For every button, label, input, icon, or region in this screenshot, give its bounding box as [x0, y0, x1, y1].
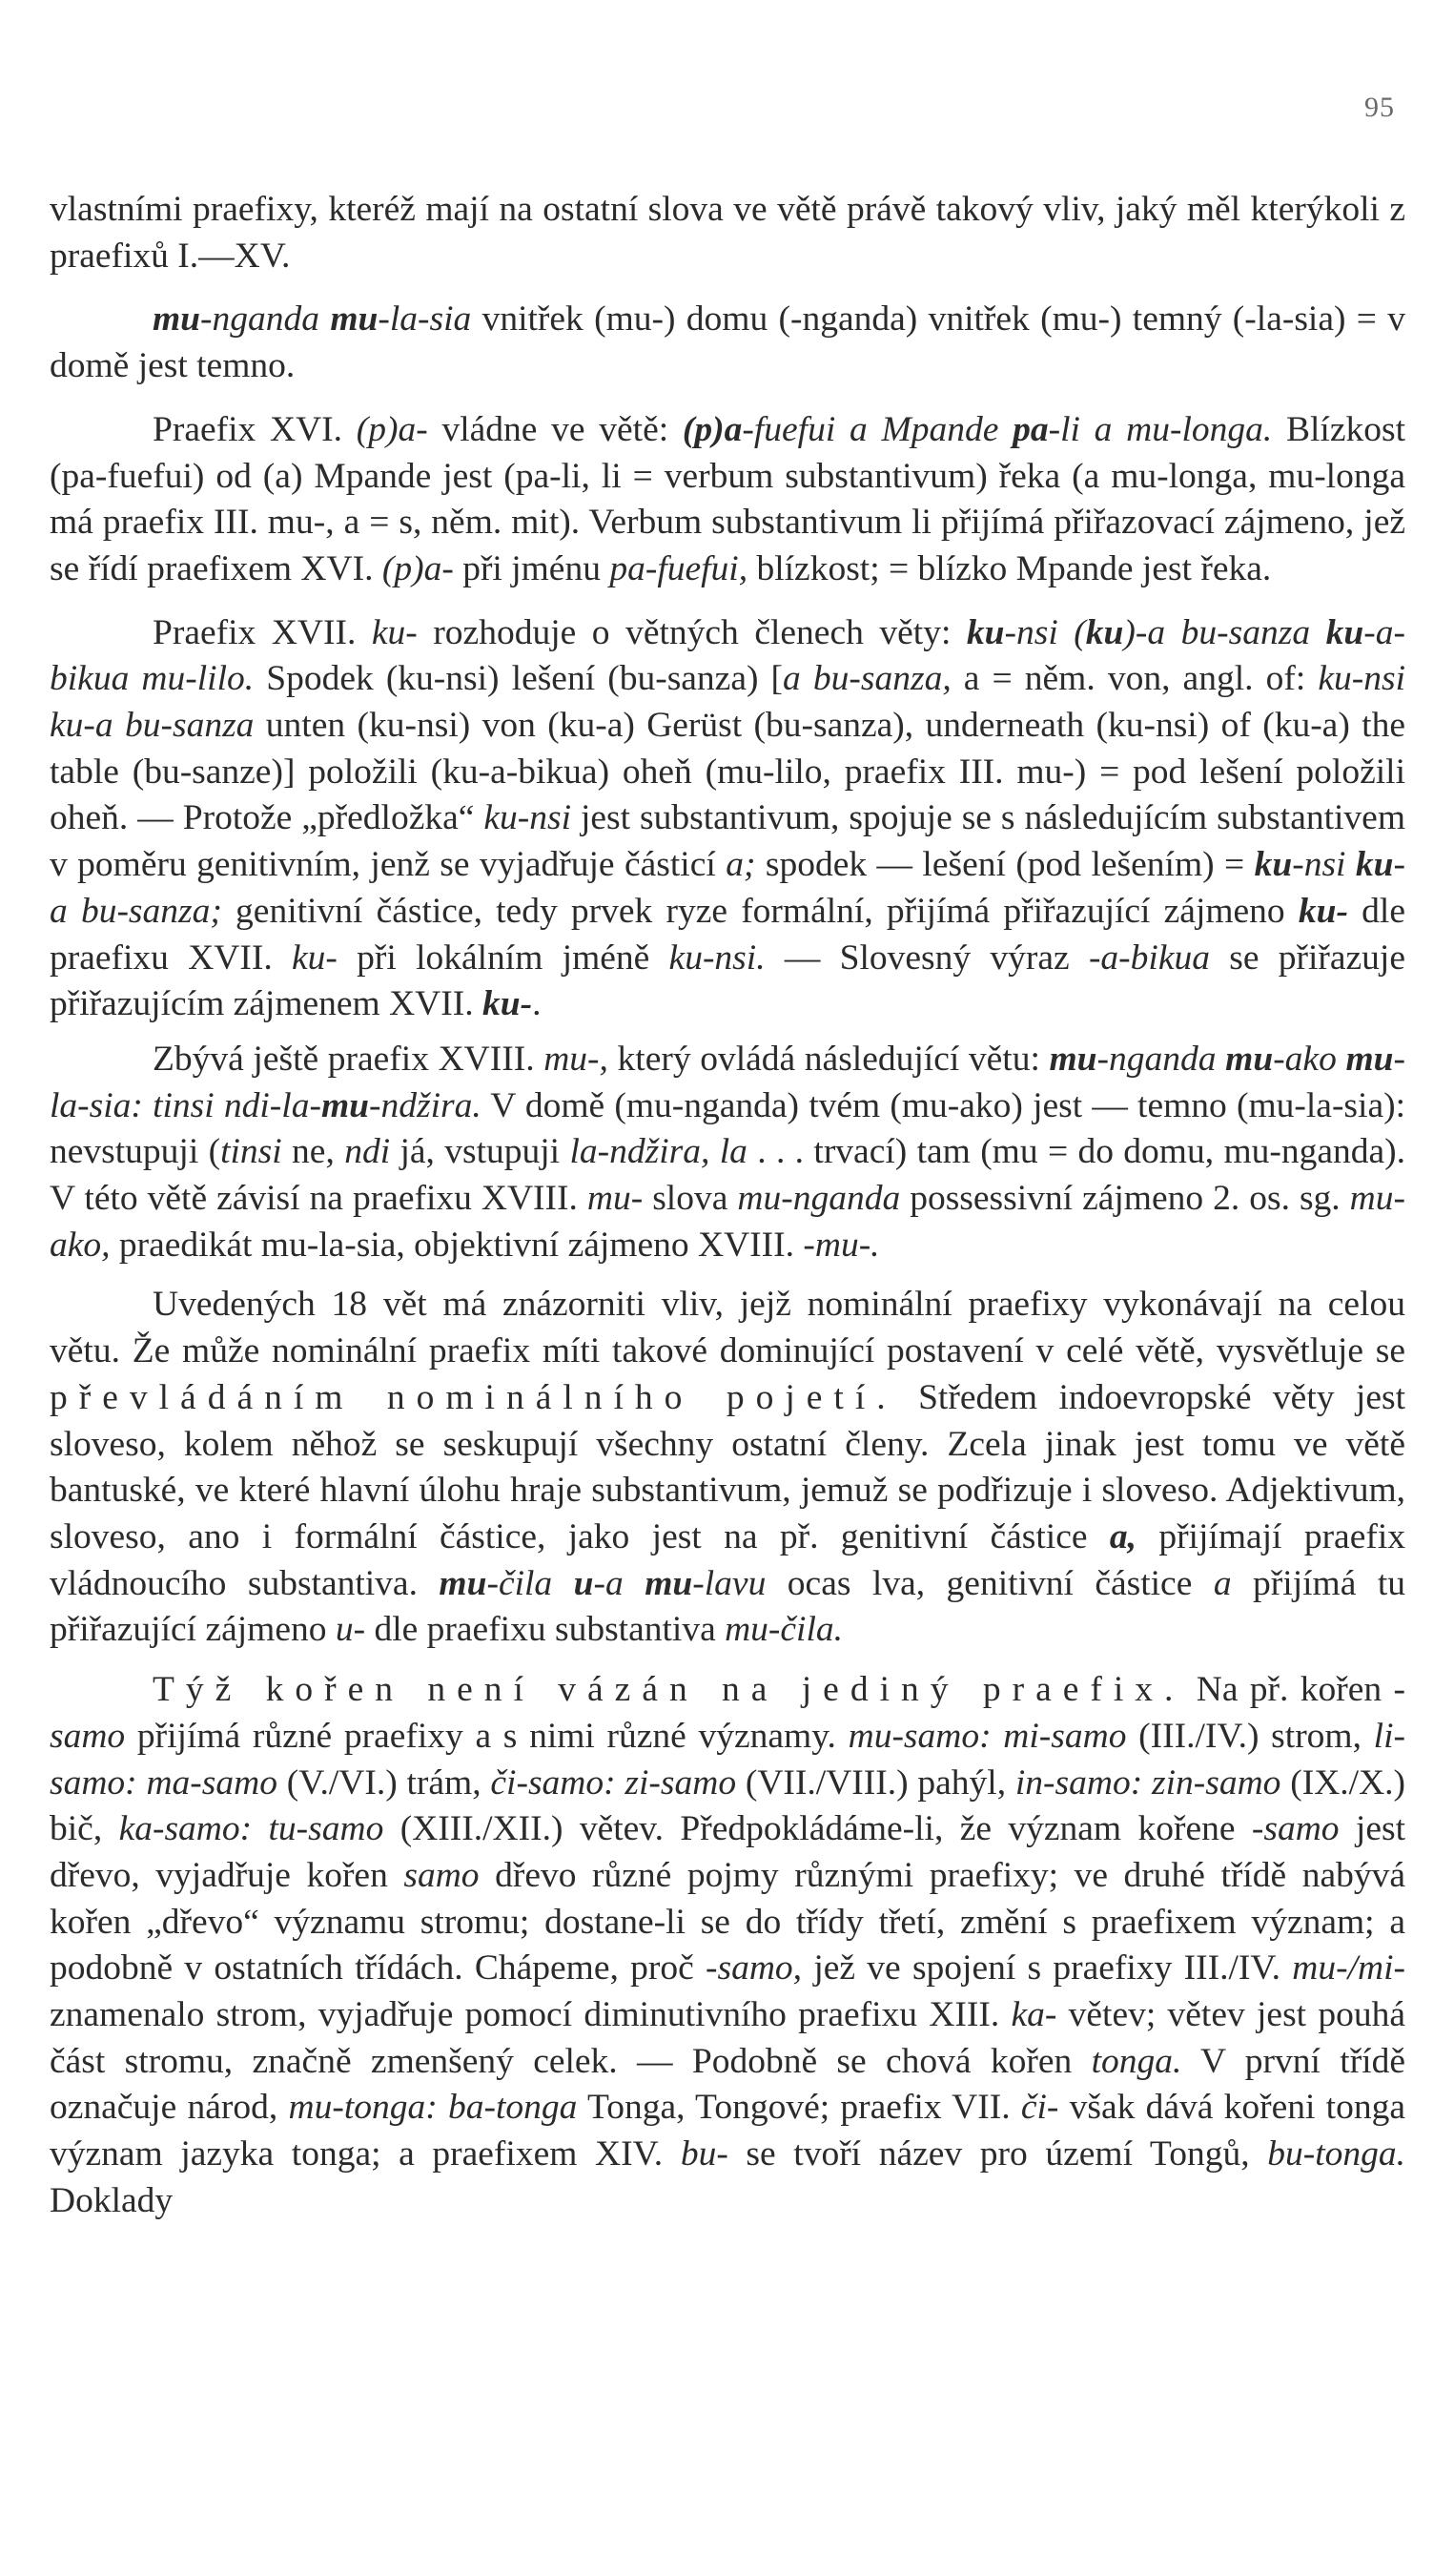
text-run: blízkost; = blízko Mpande jest řeka.: [747, 548, 1272, 588]
text-run: (XIII./XII.) větev. Předpokládáme-li, že význam kořene: [383, 1809, 1252, 1849]
text-run: větev; větev jest pouhá část stromu, značně zmenšený celek. — Podobně se chová kořen: [50, 1995, 1405, 2081]
text-run: ku-: [481, 984, 533, 1024]
text-run: spodek — lešení (pod lešením) =: [755, 845, 1255, 885]
text-run: — Slovesný výraz: [765, 938, 1089, 978]
text-run: já, vstupuji: [390, 1132, 570, 1172]
text-run: mu: [1049, 1039, 1097, 1079]
text-run: Tonga, Tongové; praefix VII.: [577, 2088, 1021, 2128]
text-run: possessivní zájmeno 2. os. sg.: [900, 1179, 1350, 1219]
text-run: mu: [153, 299, 201, 340]
text-run: praedikát mu-la-sia, objektivní zájmeno XVIII.: [110, 1225, 804, 1265]
text-run: který ovládá následující větu:: [607, 1039, 1050, 1079]
text-run: či-samo: zi-samo: [490, 1762, 737, 1803]
text-run: ndi: [344, 1132, 391, 1172]
text-run: -nganda: [1096, 1039, 1226, 1079]
text-run: -samo: [1251, 1809, 1340, 1849]
text-run: (VII./VIII.) pahýl,: [736, 1762, 1015, 1803]
text-run: -a bu-sanza;: [50, 845, 1405, 931]
text-run: (V./VI.) trám,: [276, 1762, 491, 1803]
text-run: a bu-sanza,: [783, 659, 952, 699]
text-run: (p)a: [682, 409, 743, 449]
text-run: -la-sia: tinsi ndi-la-: [50, 1039, 1405, 1125]
text-run: in-samo: zin-samo: [1014, 1762, 1281, 1803]
text-run: mu-/mi-: [1292, 1948, 1405, 1989]
text-run: la-ndžira, la: [569, 1132, 747, 1172]
text-run: mu: [320, 1085, 369, 1125]
text-run: a: [1213, 1563, 1232, 1603]
text-run: tonga.: [1091, 2041, 1182, 2081]
paragraph-continuation: [50, 187, 1405, 279]
text-run: tinsi: [220, 1132, 282, 1172]
text-run: ku: [1325, 612, 1364, 652]
text-run: Blízkost (pa-fuefui) od (a) Mpande jest (pa-li, li = verbum substantivum) řeka (a mu-longa, mu-longa má praefix III. mu-, a = s, něm. mit). Verbum substantivum li přijímá přiřazovací zájmeno, jež se řídí praefixem XVI.: [50, 409, 1405, 588]
text-run: však dává kořeni tonga význam jazyka tonga; a praefixem XIV.: [50, 2088, 1405, 2174]
text-run: dle praefixu substantiva: [365, 1610, 726, 1650]
text-run: ku-: [291, 938, 338, 978]
text-run: u-: [335, 1610, 366, 1650]
text-run: přijímají praefix vládnoucího substantiva.: [50, 1516, 1406, 1603]
text-run: )-a bu-sanza: [1123, 612, 1326, 652]
text-run: -li a mu-longa.: [1048, 409, 1273, 449]
text-run: Zbývá ještě praefix XVIII.: [153, 1039, 544, 1079]
paragraph-example-inside-house: [50, 297, 1405, 389]
text-run: Uvedených 18 vět má znázorniti vliv, jejž nominální praefixy vykonávají na celou větu. Že může nominální praefix míti takové dominující postavení v celé větě, vysvětluje se: [50, 1285, 1405, 1371]
paragraph-praefix-xvi: [50, 407, 1405, 593]
text-run: Praefix XVII.: [153, 612, 372, 652]
text-run: -a-bikua: [1088, 938, 1210, 978]
text-run: ku-nsi: [483, 798, 572, 838]
text-run: při lokálním jméně: [337, 938, 669, 978]
text-run: mu: [1345, 1039, 1394, 1079]
text-run: a;: [726, 845, 756, 885]
text-run: Spodek (ku-nsi) lešení (bu-sanza) [: [254, 659, 784, 699]
text-run: -ako: [1273, 1039, 1346, 1079]
paragraph-praefix-xvii: [50, 610, 1405, 1028]
text-run: ku-: [1298, 891, 1348, 931]
text-run: ku-: [371, 612, 418, 652]
text-run: -la-sia: [378, 299, 472, 340]
text-run: Praefix XVI.: [153, 409, 357, 449]
text-run: -samo,: [706, 1948, 803, 1989]
text-run: jest substantivum, spojuje se s následujícím substantivem v poměru genitivním, jenž se vyjadřuje částicí: [50, 798, 1405, 885]
text-run: či-: [1020, 2088, 1059, 2128]
text-run: u: [573, 1563, 594, 1603]
text-run: V domě (mu-nganda) tvém (mu-ako) jest — temno (mu-la-sia): nevstupuji (: [50, 1085, 1405, 1172]
text-run: -fuefui a Mpande: [742, 409, 1014, 449]
text-run: (p)a-: [381, 548, 454, 588]
text-run: převládáním nominálního pojetí.: [50, 1377, 897, 1417]
text-run: rozhoduje o větných členech věty:: [417, 612, 967, 652]
text-run: (III./IV.) strom,: [1126, 1716, 1374, 1756]
text-run: mu: [645, 1563, 693, 1603]
page-number: 95: [1364, 92, 1395, 123]
text-run: mu: [439, 1563, 487, 1603]
text-run: unten (ku-nsi) von (ku-a) Gerüst (bu-sanza), underneath (ku-nsi) of (ku-a) the table (bu-sanze)] položili (ku-a-bikua) oheň (mu-lilo, praefix III. mu-) = pod lešení položili oheň. — Protože „předložka“: [50, 706, 1405, 838]
text-run: Na př. kořen: [1184, 1670, 1394, 1710]
text-run: ku: [1355, 845, 1394, 885]
text-run: mu-samo: mi-samo: [848, 1716, 1127, 1756]
text-run: genitivní částice, tedy prvek ryze formální, přijímá přiřazující zájmeno: [221, 891, 1299, 931]
text-run: se přiřazuje přiřazujícím zájmenem XVII.: [50, 938, 1405, 1024]
text-run: li-samo: ma-samo: [50, 1716, 1405, 1803]
text-run: mu-čila.: [725, 1610, 844, 1650]
text-run: bu-: [680, 2134, 728, 2174]
text-run: mu-nganda: [737, 1179, 901, 1219]
text-run: .: [532, 984, 542, 1024]
text-run: a,: [1109, 1516, 1137, 1556]
text-run: Středem indoevropské věty jest sloveso, kolem něhož se seskupují všechny ostatní členy. Zcela jinak jest tomu ve větě bantuské, ve které hlavní úlohu hraje substantivum, jemuž se podřizuje i sloveso. Adjektivum, sloveso, ano i formální částice, jako jest na př. genitivní částice: [50, 1377, 1405, 1556]
text-run: -nsi (: [1004, 612, 1086, 652]
text-run: vlastními praefixy, kteréž mají na ostatní slova ve větě právě takový vliv, jaký měl kterýkoli z praefixů I.—XV.: [50, 190, 1405, 276]
paragraph-nominal-prefix-summary: [50, 1282, 1405, 1654]
text-run: (IX./X.) bič,: [50, 1762, 1406, 1849]
text-run: dřevo různé pojmy různými praefixy; ve druhé třídě nabývá kořen „dřevo“ významu stromu; dostane-li se do třídy třetí, změní s praefixem význam; a podobně v ostatních třídách. Chápeme, proč: [50, 1855, 1405, 1989]
text-run: ku-nsi.: [668, 938, 766, 978]
text-run: dle praefixu XVII.: [50, 891, 1405, 978]
text-run: ku: [1254, 845, 1293, 885]
text-run: při jménu: [453, 548, 610, 588]
text-run: -nganda: [200, 299, 331, 340]
text-run: Doklady: [50, 2180, 174, 2220]
text-run: ne,: [281, 1132, 345, 1172]
text-run: ocas lva, genitivní částice: [766, 1563, 1214, 1603]
text-run: mu-,: [543, 1039, 608, 1079]
text-run: ka-: [1011, 1995, 1057, 2035]
text-run: vládne ve větě:: [427, 409, 683, 449]
text-run: jež ve spojení s praefixy III./IV.: [802, 1948, 1293, 1989]
text-run: přijímá různé praefixy a s nimi různé významy.: [125, 1716, 849, 1756]
text-run: ku-nsi ku-a bu-sanza: [50, 659, 1405, 746]
text-run: mu: [1225, 1039, 1274, 1079]
text-run: -a-bikua mu-lilo.: [50, 612, 1405, 699]
text-run: -a: [593, 1563, 645, 1603]
text-run: vnitřek (mu-) domu (-nganda) vnitřek (mu-) temný (-la-sia) = v domě jest temno.: [50, 299, 1405, 386]
text-run: -samo: [50, 1670, 1405, 1756]
text-run: pa: [1013, 409, 1049, 449]
text-run: jest dřevo, vyjadřuje kořen: [50, 1809, 1406, 1895]
text-run: mu-ako,: [50, 1179, 1405, 1265]
text-run: pa-fuefui,: [609, 548, 748, 588]
text-run: Týž kořen není vázán na jediný praefix.: [153, 1670, 1185, 1710]
text-run: ku: [1085, 612, 1124, 652]
text-run: mu: [330, 299, 379, 340]
text-run: a = něm. von, angl. of:: [951, 659, 1319, 699]
text-run: znamenalo strom, vyjadřuje pomocí diminutivního praefixu XIII.: [50, 1995, 1012, 2035]
text-run: -ndžira.: [369, 1085, 481, 1125]
body-text: [50, 187, 1405, 2234]
text-run: přijímá tu přiřazující zájmeno: [50, 1563, 1405, 1650]
text-run: V první třídě označuje národ,: [50, 2041, 1405, 2128]
text-run: (p)a-: [356, 409, 428, 449]
text-run: samo: [403, 1855, 480, 1895]
text-run: . . . trvací) tam (mu = do domu, mu-nganda). V této větě závisí na praefixu XVIII.: [50, 1132, 1406, 1219]
text-run: slova: [643, 1179, 738, 1219]
text-run: bu-tonga.: [1267, 2134, 1405, 2174]
paragraph-root-samo: [50, 1667, 1405, 2224]
text-run: -lavu: [692, 1563, 767, 1603]
text-run: -mu-.: [803, 1225, 880, 1265]
text-run: se tvoří název pro území Tongů,: [727, 2134, 1268, 2174]
text-run: mu-tonga: ba-tonga: [288, 2088, 578, 2128]
text-run: -čila: [486, 1563, 574, 1603]
text-run: ku: [966, 612, 1005, 652]
text-run: mu-: [586, 1179, 644, 1219]
text-run: ka-samo: tu-samo: [118, 1809, 384, 1849]
paragraph-praefix-xviii: [50, 1037, 1405, 1269]
text-run: -nsi: [1292, 845, 1356, 885]
